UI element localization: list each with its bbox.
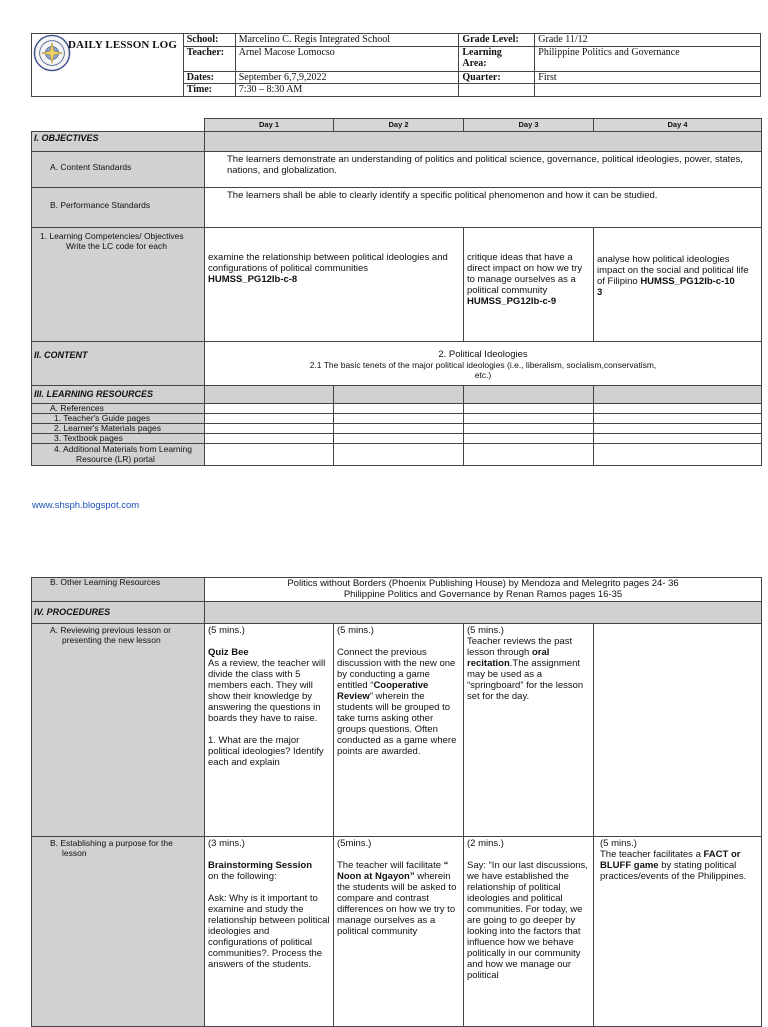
other-resources-line2: Philippine Politics and Governance by Renan Ramos pages 16-35 [343,589,623,600]
step-a-label-line1: A. Reviewing previous lesson or [50,625,171,635]
empty-cell [464,404,594,414]
step-b-label-line1: B. Establishing a purpose for the [50,838,173,848]
textbook-pages-label: 3. Textbook pages [32,434,205,444]
step-b-day4-title: FACT or BLUFF game [600,849,741,871]
step-a-day3-time: (5 mins.) [467,625,504,636]
performance-standards-text: The learners shall be able to clearly identify a specific political phenomenon and how it can be studied. [205,188,762,228]
competency-day3-text: critique ideas that have a direct impact on how we try to manage ourselves as a political community [467,252,583,296]
step-b-day4 [594,837,762,1027]
step-b-day2-text [337,860,460,937]
teachers-guide-label: 1. Teacher's Guide pages [32,414,205,424]
quarter-value: First [535,71,761,84]
website-link[interactable]: www.shsph.blogspot.com [32,500,140,511]
empty-cell [594,404,762,414]
empty-cell [594,444,762,466]
step-a-day3 [464,624,594,837]
content-line3: etc.) [474,370,492,380]
step-b-day2-title: “ Noon at Ngayon” [337,860,449,882]
step-b-day2-time: (5mins.) [337,838,372,849]
additional-materials-line2: Resource (LR) portal [76,454,155,464]
step-a-day2-time: (5 mins.) [337,625,374,636]
step-a-day1-body: As a review, the teacher will divide the class with 5 members each. They will show their knowledge by answering the questions in boards they have to raise. [208,658,326,724]
content-heading: II. CONTENT [32,342,205,386]
step-a-day4 [594,624,762,837]
step-b-day1 [205,837,334,1027]
objectives-heading: I. OBJECTIVES [32,132,205,152]
step-b-day3 [464,837,594,1027]
empty-cell [464,414,594,424]
step-b-day4-post: by stating political practices/events of the Philippines. [600,860,747,882]
empty-cell [205,414,334,424]
day-3-header: Day 3 [464,119,594,132]
additional-materials-line1: 4. Additional Materials from Learning [54,444,192,454]
competency-day1-2-text: examine the relationship between political ideologies and configurations of political communities [208,252,448,274]
empty-cell [464,386,594,404]
quarter-label: Quarter: [459,71,535,84]
additional-materials-label [32,444,205,466]
step-a-label-line2: presenting the new lesson [62,634,161,645]
step-b-day3-body: Say: “In our last discussions, we have established the relationship of political ideologies and political communities. For today, we are going to go deeper by looking into the factors that influence how we behave politically in our community and how we manage our political [467,860,588,981]
step-b-day2-post: wherein the students will be asked to compare and contrast differences on how we try to manage ourselves as a political community [337,871,457,937]
step-a-label [32,624,205,837]
empty-cell [594,386,762,404]
competency-day4-text: analyse how political ideologies impact on the social and political life of Filipino [597,254,749,287]
teacher-value: Arnel Macose Lomocso [235,46,459,71]
dates-label: Dates: [183,71,235,84]
empty-cell [205,444,334,466]
step-b-day4-text [600,849,758,882]
empty-cell [535,84,761,97]
procedures-gray-row [205,602,762,624]
step-a-day1 [205,624,334,837]
performance-standards-label: B. Performance Standards [32,188,205,228]
empty-cell [594,414,762,424]
step-b-day1-sub: on the following: [208,871,277,882]
empty-cell [205,424,334,434]
empty-cell [464,434,594,444]
school-label: School: [183,34,235,47]
step-a-day2-post: ” wherein the students will be grouped to take turns asking other groups questions. Often conducted as a game where points are awarded. [337,691,457,757]
step-a-day2-title: Cooperative Review [337,680,429,702]
grade-value: Grade 11/12 [535,34,761,47]
empty-cell [205,434,334,444]
content-line1: 2. Political Ideologies [438,349,528,360]
step-a-day3-pre: Teacher reviews the past lesson through [467,636,573,658]
procedures-table [31,577,762,1027]
objectives-gray-row [205,132,762,152]
competency-day1-2 [205,228,464,342]
competency-day1-2-code: HUMSS_PG12Ib-c-8 [208,274,298,285]
other-resources-text [205,578,762,602]
other-resources-label: B. Other Learning Resources [32,578,205,602]
resources-heading: III. LEARNING RESOURCES [32,386,205,404]
empty-cell [464,444,594,466]
dates-value: September 6,7,9,2022 [235,71,459,84]
learning-area-value: Philippine Politics and Governance [535,46,761,71]
step-a-day3-text [467,636,590,702]
empty-cell [459,84,535,97]
empty-cell [594,424,762,434]
deped-seal-icon [33,34,71,72]
learning-area-label-line2: Area: [462,57,487,69]
step-b-day2-pre: The teacher will facilitate [337,860,444,871]
day-1-header: Day 1 [205,119,334,132]
step-b-day3-time: (2 mins.) [467,838,504,849]
empty-cell [594,434,762,444]
references-label: A. References [32,404,205,414]
step-b-label-line2: lesson [62,847,87,858]
competencies-label-line2: Write the LC code for each [66,240,167,251]
competencies-label-line1: 1. Learning Competencies/ Objectives [40,231,184,241]
document-title: DAILY LESSON LOG [68,39,177,51]
step-b-day4-pre: The teacher facilitates a [600,849,704,860]
step-a-day1-time: (5 mins.) [208,625,245,636]
step-b-day1-title: Brainstorming Session [208,860,312,871]
empty-cell [334,424,464,434]
empty-cell [205,404,334,414]
competency-day3 [464,228,594,342]
content-standards-text: The learners demonstrate an understanding of politics and political science, governance, political ideologies, power, states, nations, and globalization. [205,152,762,188]
logo-cell [32,34,184,97]
empty-cell [334,404,464,414]
step-a-day1-question: 1. What are the major political ideologies? Identify each and explain [208,735,324,768]
header-table [31,33,761,97]
day-2-header: Day 2 [334,119,464,132]
empty-cell [334,386,464,404]
competency-day4-code: HUMSS_PG12Ib-c-10 [640,276,735,287]
competency-day3-code: HUMSS_PG12Ib-c-9 [467,296,557,307]
step-a-day2 [334,624,464,837]
content-standards-label: A. Content Standards [32,152,205,188]
time-label: Time: [183,84,235,97]
teacher-label: Teacher: [183,46,235,71]
step-b-day1-time: (3 mins.) [208,838,245,849]
procedures-heading: IV. PROCEDURES [32,602,205,624]
school-value: Marcelino C. Regis Integrated School [235,34,459,47]
competency-day4 [594,228,762,342]
step-b-day4-time: (5 mins.) [600,838,637,849]
learning-area-label [459,46,535,71]
content-text [205,342,762,386]
other-resources-line1: Politics without Borders (Phoenix Publishing House) by Mendoza and Melegrito pages 24- 36 [287,578,679,589]
time-value: 7:30 – 8:30 AM [235,84,459,97]
step-b-day1-body: Ask: Why is it important to examine and study the relationship between political ideologies and configurations of political communities?. Process the answers of the students. [208,893,330,970]
step-b-label [32,837,205,1027]
step-a-day3-title: oral recitation [467,647,550,669]
competency-day4-number: 3 [597,287,603,298]
grade-label: Grade Level: [459,34,535,47]
empty-cell [464,424,594,434]
empty-cell [334,444,464,466]
step-b-day2 [334,837,464,1027]
learning-area-label-line1: Learning [462,46,502,58]
empty-cell [334,434,464,444]
objectives-table [31,118,762,466]
day-4-header: Day 4 [594,119,762,132]
step-a-day3-post: .The assignment may be used as a “springboard” for the lesson set for the day. [467,658,584,702]
competencies-label [32,228,205,342]
learners-materials-label: 2. Learner's Materials pages [32,424,205,434]
step-a-day1-title: Quiz Bee [208,647,249,658]
empty-cell [205,386,334,404]
step-a-day2-pre: Connect the previous discussion with the new one by conducting a game entitled “ [337,647,456,691]
empty-cell [32,119,205,132]
empty-cell [334,414,464,424]
content-line2: 2.1 The basic tenets of the major political ideologies (i.e., liberalism, socialism,conservatism, [309,360,657,370]
step-a-day2-text [337,647,460,757]
